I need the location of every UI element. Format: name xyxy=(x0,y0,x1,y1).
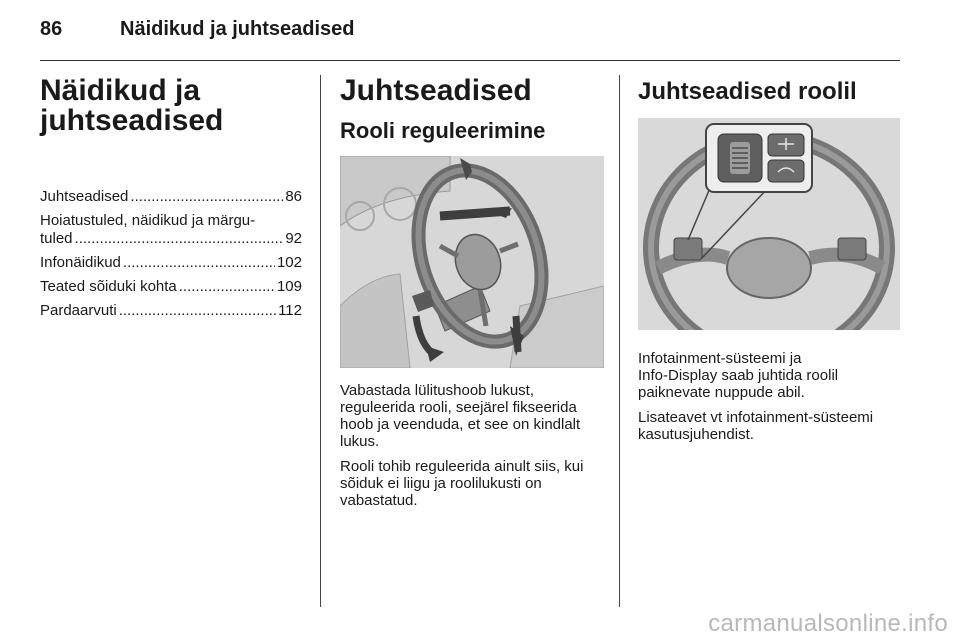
toc-entry-title: Pardaarvuti xyxy=(40,302,117,319)
text-line: Infotainment-süsteemi ja xyxy=(638,350,802,367)
toc-entry-page: 109 xyxy=(276,278,302,295)
text-line: kasutusjuhendist. xyxy=(638,426,754,443)
subsection-heading: Rooli reguleerimine xyxy=(340,118,546,143)
watermark: carmanualsonline.info xyxy=(708,610,948,637)
column-divider-2 xyxy=(619,75,620,607)
page-header xyxy=(40,18,900,58)
text-line: paiknevate nuppude abil. xyxy=(638,384,805,401)
text-line: vabastatud. xyxy=(340,492,418,509)
steering-controls-column xyxy=(638,76,900,443)
steering-adjust-column xyxy=(340,76,604,509)
toc-leader-dots xyxy=(179,278,275,296)
page-number: 86 xyxy=(40,18,63,40)
text-line: Vabastada lülitushoob lukust, xyxy=(340,382,535,399)
toc-entry-title: Hoiatustuled, näidikud ja märgu- xyxy=(40,212,256,229)
toc-entry-page: 92 xyxy=(285,230,302,247)
text-line: Lisateavet vt infotainment-süsteemi xyxy=(638,409,874,426)
toc-entry[interactable] xyxy=(40,254,302,272)
steering-adjust-illustration xyxy=(340,156,604,368)
section-heading: Juhtseadised xyxy=(340,74,532,107)
toc-entry[interactable] xyxy=(40,302,302,320)
toc-entry-page: 86 xyxy=(285,188,302,205)
text-line: lukus. xyxy=(340,433,380,450)
text-line: Rooli tohib reguleerida ainult siis, kui xyxy=(340,458,584,475)
toc-leader-dots xyxy=(130,188,283,206)
toc-entry[interactable] xyxy=(40,278,302,296)
chapter-title-line-2: juhtseadised xyxy=(40,104,224,137)
running-title: Näidikud ja juhtseadised xyxy=(120,18,355,40)
adjust-paragraph-2 xyxy=(340,458,604,509)
chapter-column xyxy=(40,76,302,326)
toc-leader-dots xyxy=(119,302,276,320)
toc-entry-title-cont: tuled xyxy=(40,230,73,247)
toc-entry-title: Teated sõiduki kohta xyxy=(40,278,177,295)
text-line: Info-Display saab juhtida roolil xyxy=(638,367,839,384)
section-heading: Juhtseadised roolil xyxy=(638,78,857,105)
toc-entry-title: Infonäidikud xyxy=(40,254,121,271)
toc-entry-page: 112 xyxy=(278,302,302,319)
toc-entry[interactable] xyxy=(40,212,302,248)
chapter-title-line-1: Näidikud ja xyxy=(40,74,201,107)
header-rule xyxy=(40,60,900,61)
toc-entry[interactable] xyxy=(40,188,302,206)
table-of-contents xyxy=(40,188,302,320)
text-line: reguleerida rooli, seejärel fikseerida xyxy=(340,399,577,416)
adjust-paragraph-1 xyxy=(340,382,604,450)
text-line: sõiduk ei liigu ja roolilukusti on xyxy=(340,475,542,492)
steering-controls-illustration xyxy=(638,118,900,330)
toc-leader-dots xyxy=(75,230,284,248)
controls-paragraph-2 xyxy=(638,409,900,443)
column-divider-1 xyxy=(320,75,321,607)
toc-entry-page: 102 xyxy=(276,254,302,271)
text-line: hoob ja veenduda, et see on kindlalt xyxy=(340,416,581,433)
chapter-title xyxy=(40,76,302,136)
controls-paragraph-1 xyxy=(638,350,900,401)
toc-leader-dots xyxy=(123,254,275,272)
toc-entry-title: Juhtseadised xyxy=(40,188,129,205)
